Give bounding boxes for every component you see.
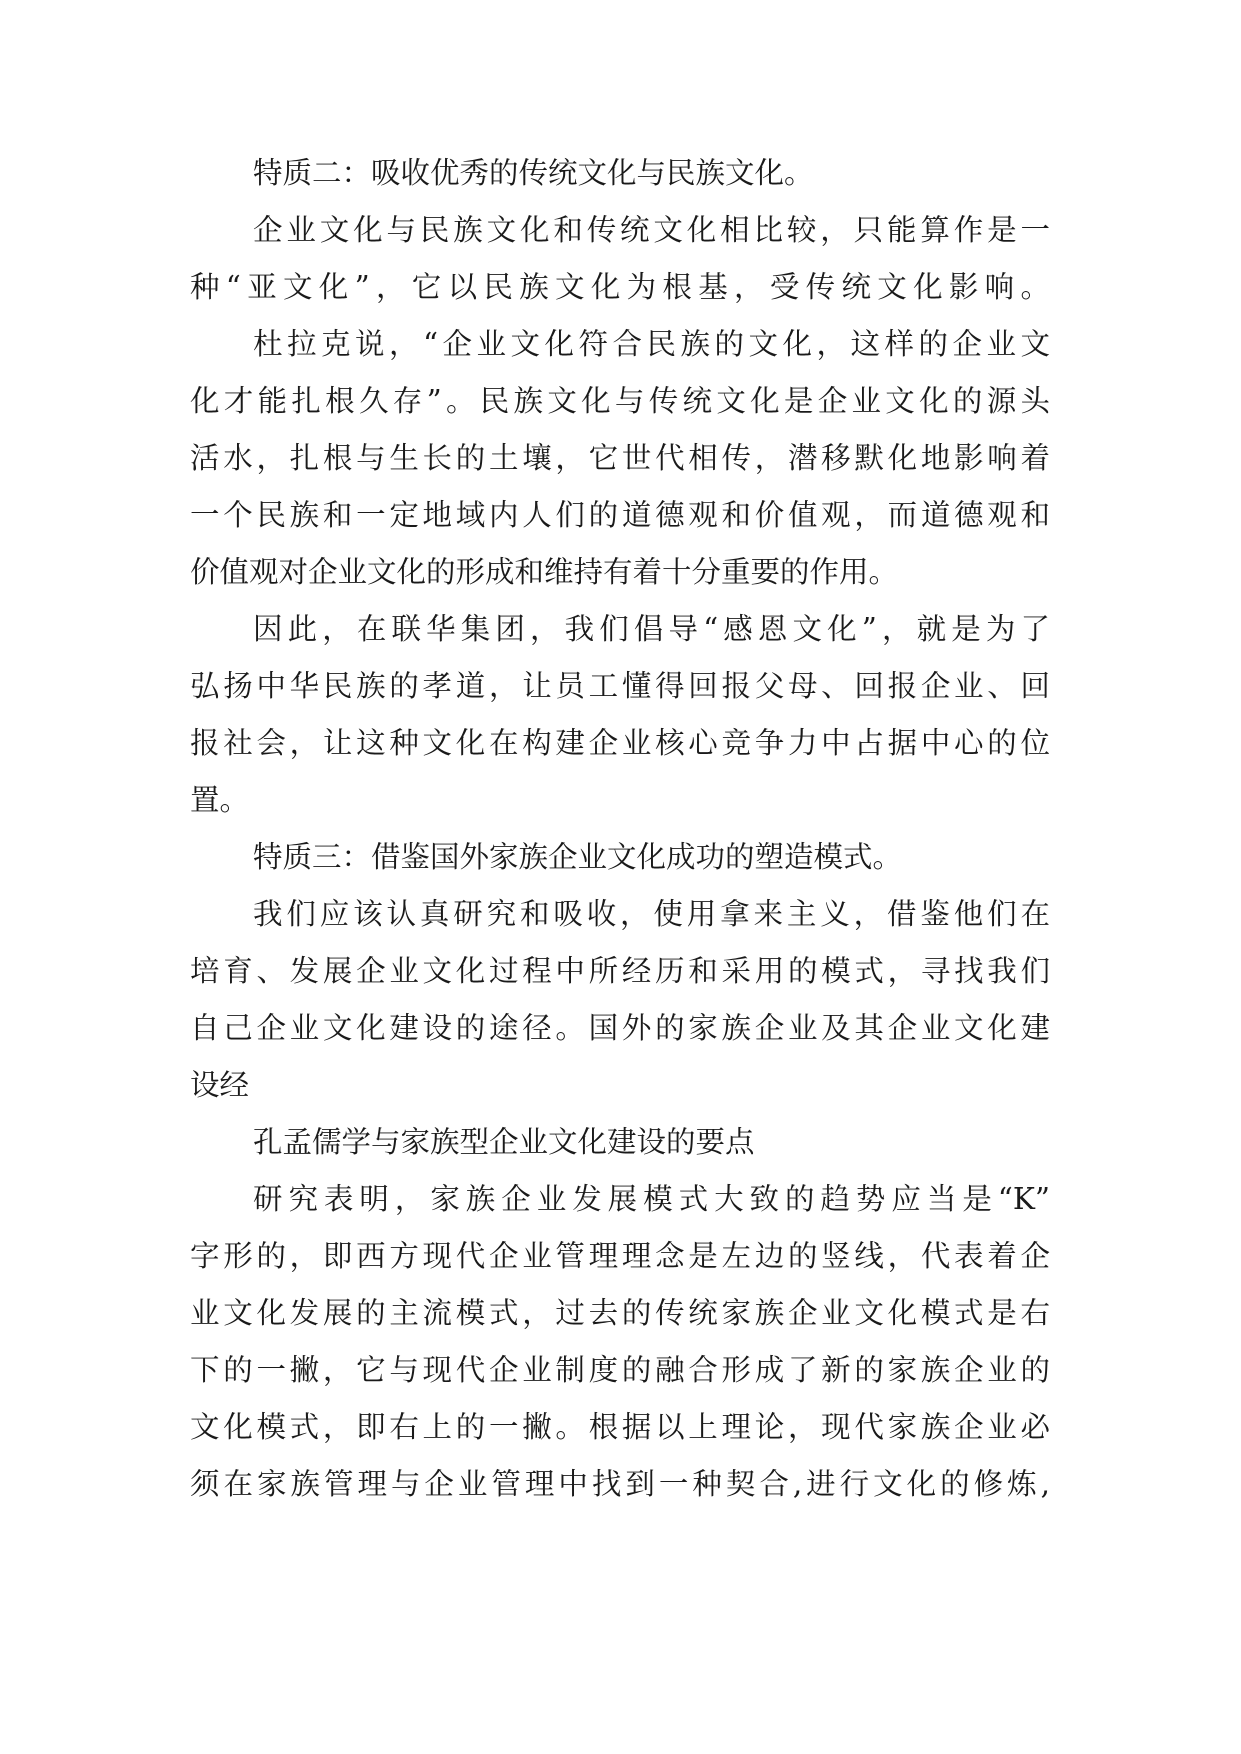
text-line: 一个民族和一定地域内人们的道德观和价值观，而道德观和: [190, 498, 1050, 532]
text-line: 种“亚文化”，它以民族文化为根基，受传统文化影响。: [190, 270, 1050, 304]
text-line: 报社会，让这种文化在构建企业核心竞争力中占据中心的位: [190, 726, 1050, 760]
text-line: 设经: [190, 1068, 250, 1102]
text-line: 置。: [190, 783, 250, 817]
text-line: 下的一撇，它与现代企业制度的融合形成了新的家族企业的: [190, 1353, 1050, 1387]
text-line: 文化模式，即右上的一撇。根据以上理论，现代家族企业必: [190, 1410, 1050, 1444]
text-line: 特质三：借鉴国外家族企业文化成功的塑造模式。: [253, 840, 903, 874]
text-line: 弘扬中华民族的孝道，让员工懂得回报父母、回报企业、回: [190, 669, 1050, 703]
text-line: 业文化发展的主流模式，过去的传统家族企业文化模式是右: [190, 1296, 1050, 1330]
text-line: 因此，在联华集团，我们倡导“感恩文化”，就是为了: [253, 612, 1050, 646]
text-line: 价值观对企业文化的形成和维持有着十分重要的作用。: [190, 555, 899, 589]
text-line: 我们应该认真研究和吸收，使用拿来主义，借鉴他们在: [253, 897, 1050, 931]
text-line: 孔孟儒学与家族型企业文化建设的要点: [253, 1125, 755, 1159]
text-line: 特质二：吸收优秀的传统文化与民族文化。: [253, 156, 814, 190]
text-line: 字形的，即西方现代企业管理理念是左边的竖线，代表着企: [190, 1239, 1050, 1273]
text-line: 须在家族管理与企业管理中找到一种契合,进行文化的修炼,: [190, 1467, 1050, 1501]
text-line: 杜拉克说，“企业文化符合民族的文化，这样的企业文: [253, 327, 1050, 361]
text-line: 活水，扎根与生长的土壤，它世代相传，潜移默化地影响着: [190, 441, 1050, 475]
text-line: 化才能扎根久存”。民族文化与传统文化是企业文化的源头: [190, 384, 1050, 418]
text-line: 培育、发展企业文化过程中所经历和采用的模式，寻找我们: [190, 954, 1050, 988]
text-line: 自己企业文化建设的途径。国外的家族企业及其企业文化建: [190, 1011, 1050, 1045]
text-line: 研究表明，家族企业发展模式大致的趋势应当是“K”: [253, 1182, 1050, 1216]
text-line: 企业文化与民族文化和传统文化相比较，只能算作是一: [253, 213, 1050, 247]
